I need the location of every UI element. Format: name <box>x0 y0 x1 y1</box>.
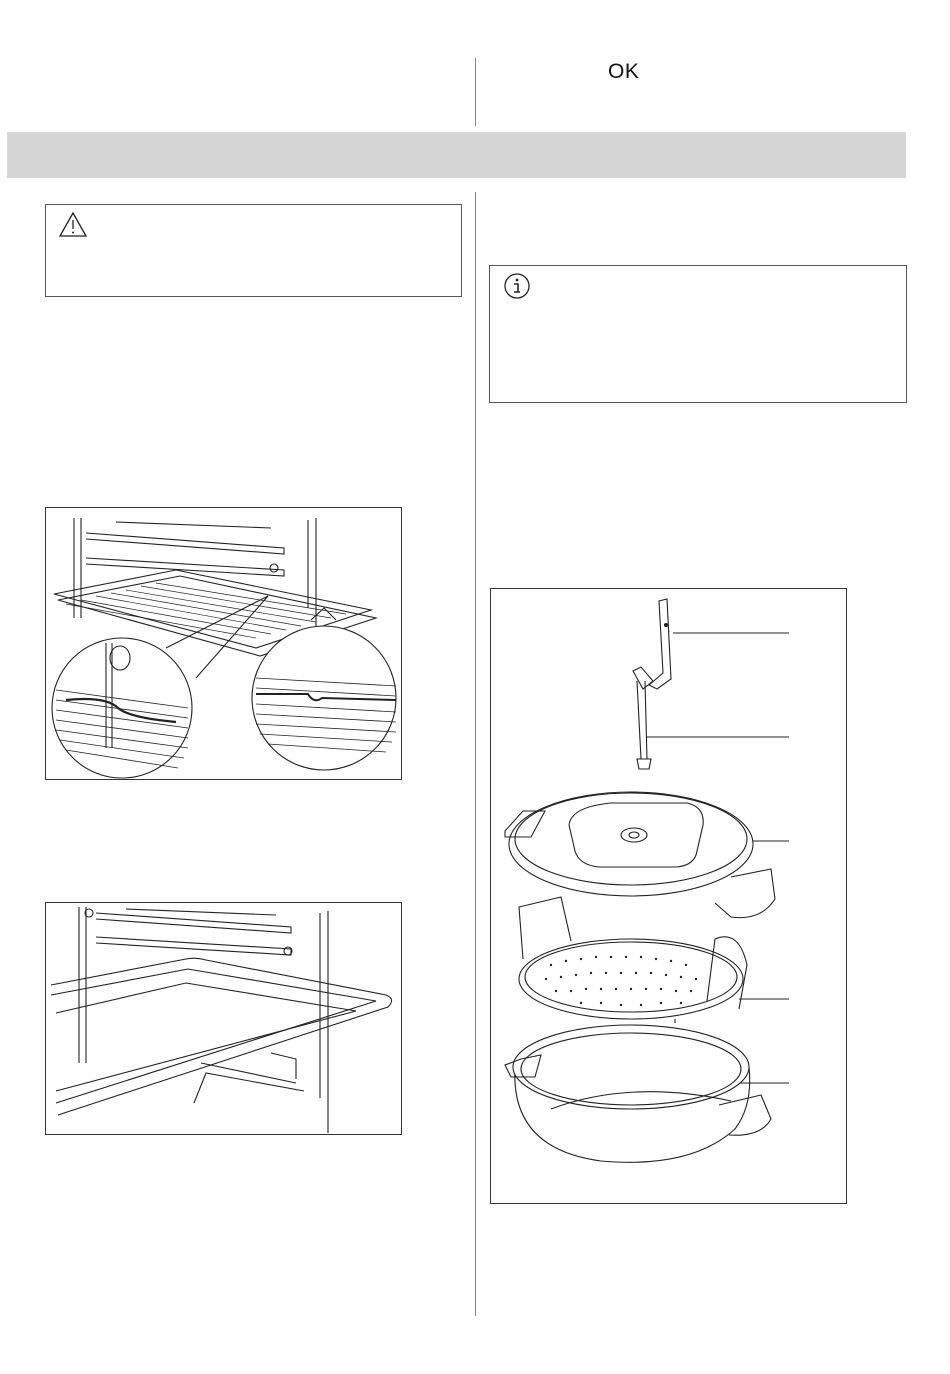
column-divider <box>475 192 476 1316</box>
ok-label: OK <box>608 60 640 83</box>
section-header-bar <box>7 132 906 178</box>
steamer-set-illustration <box>490 588 847 1204</box>
info-box <box>489 265 907 403</box>
column-divider <box>475 58 476 126</box>
wire-shelf-illustration <box>45 507 402 780</box>
baking-tray-illustration <box>45 902 402 1135</box>
info-circle-icon <box>502 271 532 301</box>
warning-box <box>45 204 462 297</box>
warning-triangle-icon <box>58 211 88 239</box>
